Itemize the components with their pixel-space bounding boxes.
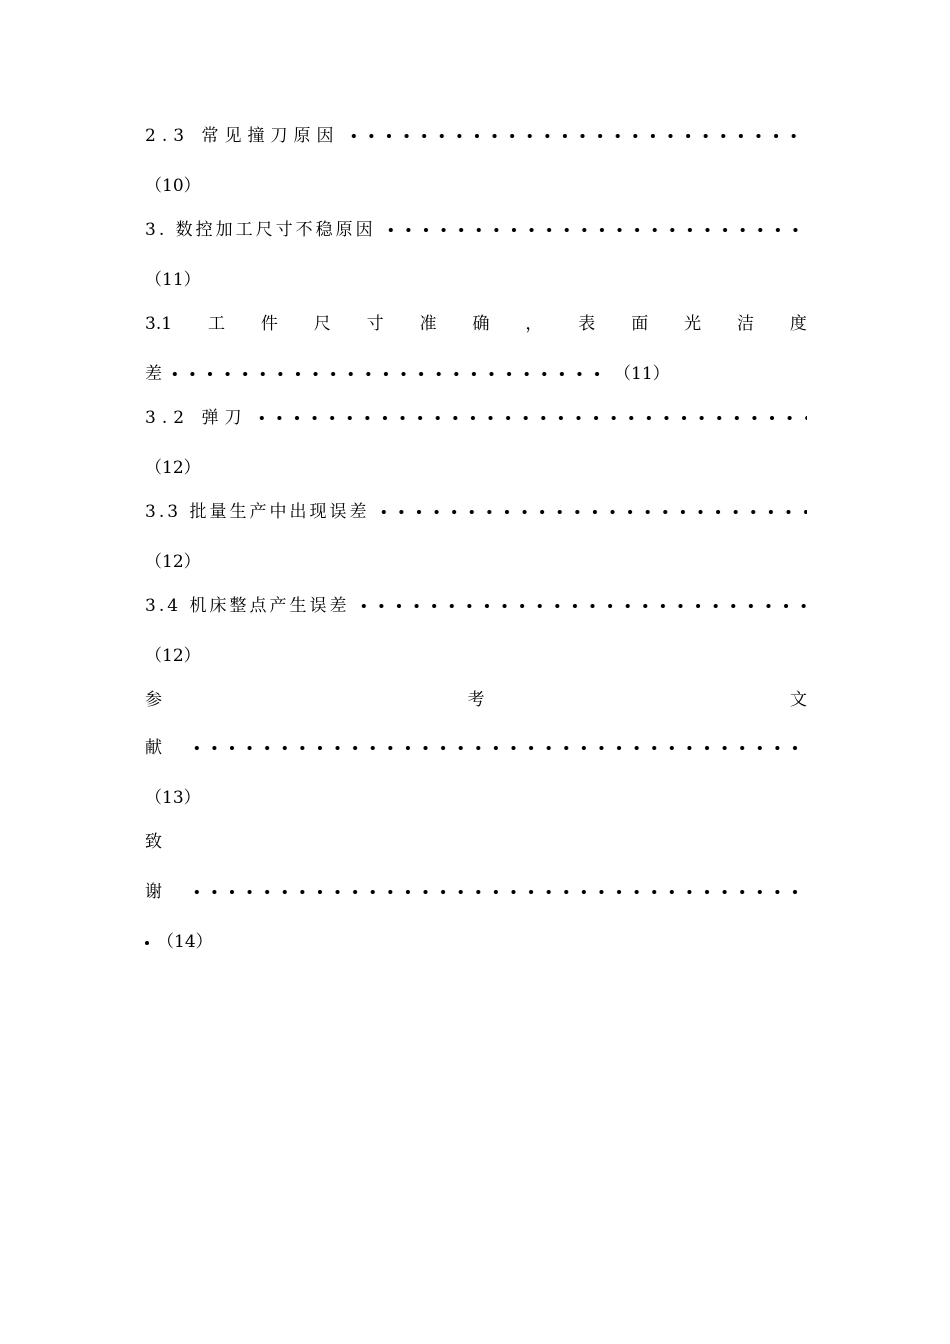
toc-word: 谢 <box>145 882 162 902</box>
toc-word: 工 <box>207 314 225 334</box>
toc-word: 文 <box>790 690 807 710</box>
toc-entry-references-continued[interactable] <box>145 734 807 762</box>
toc-entry-2-3[interactable] <box>145 122 807 150</box>
toc-entry-3[interactable] <box>145 216 807 244</box>
toc-page-number: （12） <box>145 552 201 572</box>
toc-entry-3-1-continued[interactable] <box>145 360 807 388</box>
toc-word: ， <box>525 314 543 334</box>
toc-word: 确 <box>472 314 490 334</box>
toc-word: 考 <box>467 690 485 710</box>
dot-leader <box>166 360 606 388</box>
toc-page-number: （14） <box>157 932 213 952</box>
toc-word: 度 <box>789 314 807 334</box>
toc-page-line <box>145 928 807 956</box>
toc-entry-label: 3. 数控加工尺寸不稳原因 <box>145 220 376 240</box>
toc-word: 尺 <box>313 314 331 334</box>
toc-entry-3-3[interactable] <box>145 498 807 526</box>
toc-entry-3-1[interactable] <box>145 310 807 338</box>
toc-word: 差 <box>145 364 162 384</box>
dot-leader <box>188 878 807 906</box>
toc-entry-3-4[interactable] <box>145 592 807 620</box>
toc-word: 参 <box>145 690 162 710</box>
toc-entry-acknowledgements-continued[interactable] <box>145 878 807 906</box>
dot-leader <box>382 216 807 244</box>
toc-page-number: （11） <box>145 270 201 290</box>
toc-word: 洁 <box>737 314 755 334</box>
toc-page-number: （11） <box>614 364 670 384</box>
toc-word: 献 <box>145 738 162 758</box>
toc-page-number: （10） <box>145 176 201 196</box>
dot-leader <box>355 592 807 620</box>
toc-word: 准 <box>419 314 437 334</box>
toc-word: 寸 <box>366 314 384 334</box>
toc-entry-label: 3.3 批量生产中出现误差 <box>145 502 370 522</box>
toc-entry-label: 3.2 弹刀 <box>145 408 248 428</box>
dot-leader <box>253 404 807 432</box>
toc-entry-label: 3.4 机床整点产生误差 <box>145 596 350 616</box>
toc-entry-acknowledgements[interactable]: 致 <box>145 832 162 852</box>
toc-entry-label: 2.3 常见撞刀原因 <box>145 126 340 146</box>
toc-word: 3.1 <box>145 314 173 334</box>
toc-word: 光 <box>684 314 702 334</box>
toc-page-number: （13） <box>145 788 201 808</box>
dot-leader <box>188 734 807 762</box>
toc-word: 表 <box>578 314 596 334</box>
dot-leader <box>145 941 149 945</box>
dot-leader <box>375 498 807 526</box>
toc-page-number: （12） <box>145 458 201 478</box>
toc-page-number: （12） <box>145 646 201 666</box>
toc-word: 面 <box>631 314 649 334</box>
toc-entry-references[interactable] <box>145 686 807 714</box>
dot-leader <box>345 122 807 150</box>
toc-entry-3-2[interactable] <box>145 404 807 432</box>
toc-word: 件 <box>260 314 278 334</box>
